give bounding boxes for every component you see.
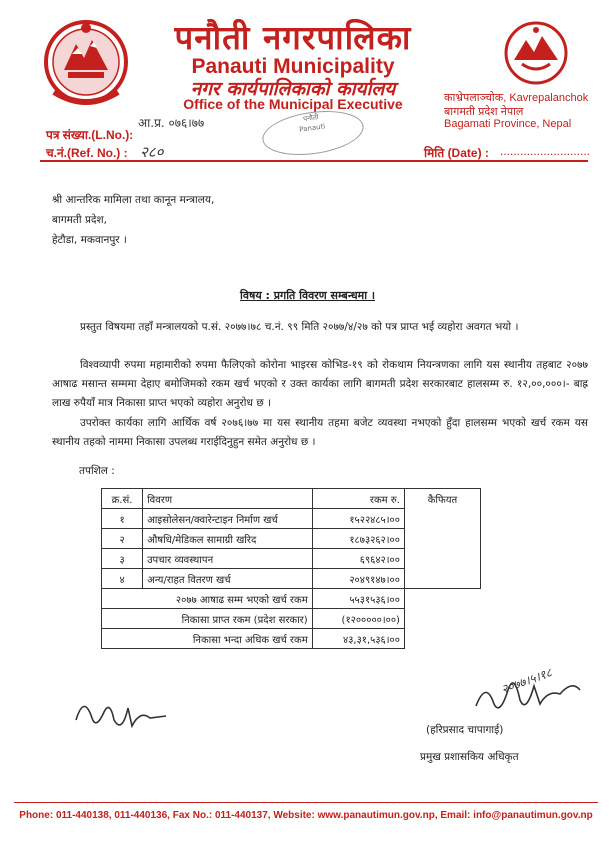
ref-no-value: २८० [140, 143, 164, 161]
header-amount: रकम रु. [312, 489, 404, 509]
address-line-2: बागमती प्रदेश नेपाल [444, 106, 524, 118]
recipient-line-1: श्री आन्तरिक मामिला तथा कानून मन्त्रालय, [52, 194, 215, 206]
municipality-title-np: पनौती नगरपालिका [174, 18, 412, 57]
table-intro: तपशिल : [79, 465, 115, 477]
header-divider [40, 160, 588, 162]
signature-date: २०७७।५।१८ [499, 665, 554, 697]
header-sn: क्र.सं. [102, 489, 143, 509]
table-row [102, 549, 481, 569]
letter-no-label: पत्र संख्या.(L.No.): [46, 128, 134, 142]
stamp-text-np: पनौती [302, 113, 320, 124]
summary-amount: ५५३१५३६।०० [312, 589, 404, 609]
table-row [102, 529, 481, 549]
ref-no-label: च.नं.(Ref. No.) : [46, 146, 128, 160]
municipality-title-en: Panauti Municipality [191, 55, 395, 78]
summary-label: निकासा प्राप्त रकम (प्रदेश सरकार) [102, 609, 313, 629]
header-remarks: कैफियत [404, 489, 480, 509]
row-description: अन्य/राहत वितरण खर्च [143, 569, 313, 589]
row-amount: २०४९१४७।०० [312, 569, 404, 589]
summary-row-excess [102, 629, 481, 649]
table-row [102, 509, 481, 529]
summary-amount: ४३,३१,५३६।०० [312, 629, 404, 649]
stamp-text-en: Panauti [298, 122, 326, 134]
summary-empty [404, 609, 480, 629]
row-sn: ४ [102, 569, 143, 589]
row-amount: १८७३२६२।०० [312, 529, 404, 549]
address-line-1: काभ्रेपलाञ्चोक, Kavrepalanchok [444, 92, 589, 104]
summary-empty [404, 629, 480, 649]
row-description: औषधि/मेडिकल सामाग्री खरिद [143, 529, 313, 549]
expense-table [101, 488, 481, 649]
handwritten-initial-icon [70, 690, 190, 740]
date-dots: ........................... [500, 144, 591, 158]
address-line-3: Bagamati Province, Nepal [444, 118, 572, 130]
summary-empty [404, 589, 480, 609]
recipient-line-2: बागमती प्रदेश, [52, 214, 107, 226]
subject-line: विषय : प्रगति विवरण सम्बन्धमा । [240, 289, 376, 302]
footer-divider [14, 802, 598, 803]
summary-amount: (१२०००००।००) [312, 609, 404, 629]
signatory-name: (हरिप्रसाद चापागाई) [426, 724, 504, 736]
recipient-line-3: हेटौडा, मकवानपुर । [52, 234, 127, 246]
paragraph-3: उपरोक्त कार्यका लागि आर्थिक वर्ष २०७६।७७ मा यस स्थानीय तहमा बजेट व्यवस्था नभएको हुँदा हालसम्म भएको खर्च रकम यस स्थानीय तहको नाममा निकासा उपलब्ध गराईदिनुहुन समेत अनुरोध छ । [52, 417, 588, 448]
row-amount: १५२२४८५।०० [312, 509, 404, 529]
municipality-logo-icon [502, 20, 570, 86]
date-label: मिति (Date) : [424, 146, 489, 160]
summary-row-received [102, 609, 481, 629]
summary-label: २०७७ आषाढ सम्म भएको खर्च रकम [102, 589, 313, 609]
row-sn: ३ [102, 549, 143, 569]
letter-no-value: आ.प्र. ०७६।७७ [138, 116, 205, 130]
row-remarks [404, 509, 480, 529]
row-description: उपचार व्यवस्थापन [143, 549, 313, 569]
paragraph-1: प्रस्तुत विषयमा तहाँ मन्त्रालयको प.सं. २०७७।७८ च.नं. ९९ मिति २०७७/४/२७ को पत्र प्राप्त भई व्यहोरा अवगत भयो । [80, 321, 519, 333]
signature-icon [468, 660, 588, 720]
row-amount: ६९६४२।०० [312, 549, 404, 569]
row-remarks [404, 549, 480, 569]
nepal-emblem-icon [40, 14, 132, 114]
row-description: आइसोलेसन/क्वारेन्टाइन निर्माण खर्च [143, 509, 313, 529]
table-header-row [102, 489, 481, 509]
summary-label: निकासा भन्दा अधिक खर्च रकम [102, 629, 313, 649]
header-description: विवरण [143, 489, 313, 509]
row-sn: १ [102, 509, 143, 529]
footer-contact: Phone: 011-440138, 011-440136, Fax No.: 011-440137, Website: www.panautimun.gov.np, Email: info@panautimun.gov.np [19, 810, 593, 821]
summary-row-total [102, 589, 481, 609]
row-sn: २ [102, 529, 143, 549]
row-remarks [404, 529, 480, 549]
office-subtitle-en: Office of the Municipal Executive [183, 96, 403, 112]
signatory-title: प्रमुख प्रशासकिय अधिकृत [420, 751, 519, 763]
row-remarks [404, 569, 480, 589]
office-subtitle-np: नगर कार्यपालिकाको कार्यालय [190, 78, 396, 100]
received-stamp [260, 105, 367, 161]
table-row [102, 569, 481, 589]
paragraph-2: विश्वव्यापी रुपमा महामारीको रुपमा फैलिएको कोरोना भाइरस कोभिड-१९ को रोकथाम नियन्त्रणका लागि यस स्थानीय तहबाट २०७७ आषाढ मसान्त सम्ममा देहाए बमोजिमको रकम खर्च भएको र उक्त कार्यका लागि बागमती प्रदेश सरकारबाट हालसम्म रु. १२,००,०००।- बाह्र लाख रुपैयाँ मात्र निकासा प्राप्त भएको व्यहोरा अनुरोध छ । [52, 359, 588, 409]
